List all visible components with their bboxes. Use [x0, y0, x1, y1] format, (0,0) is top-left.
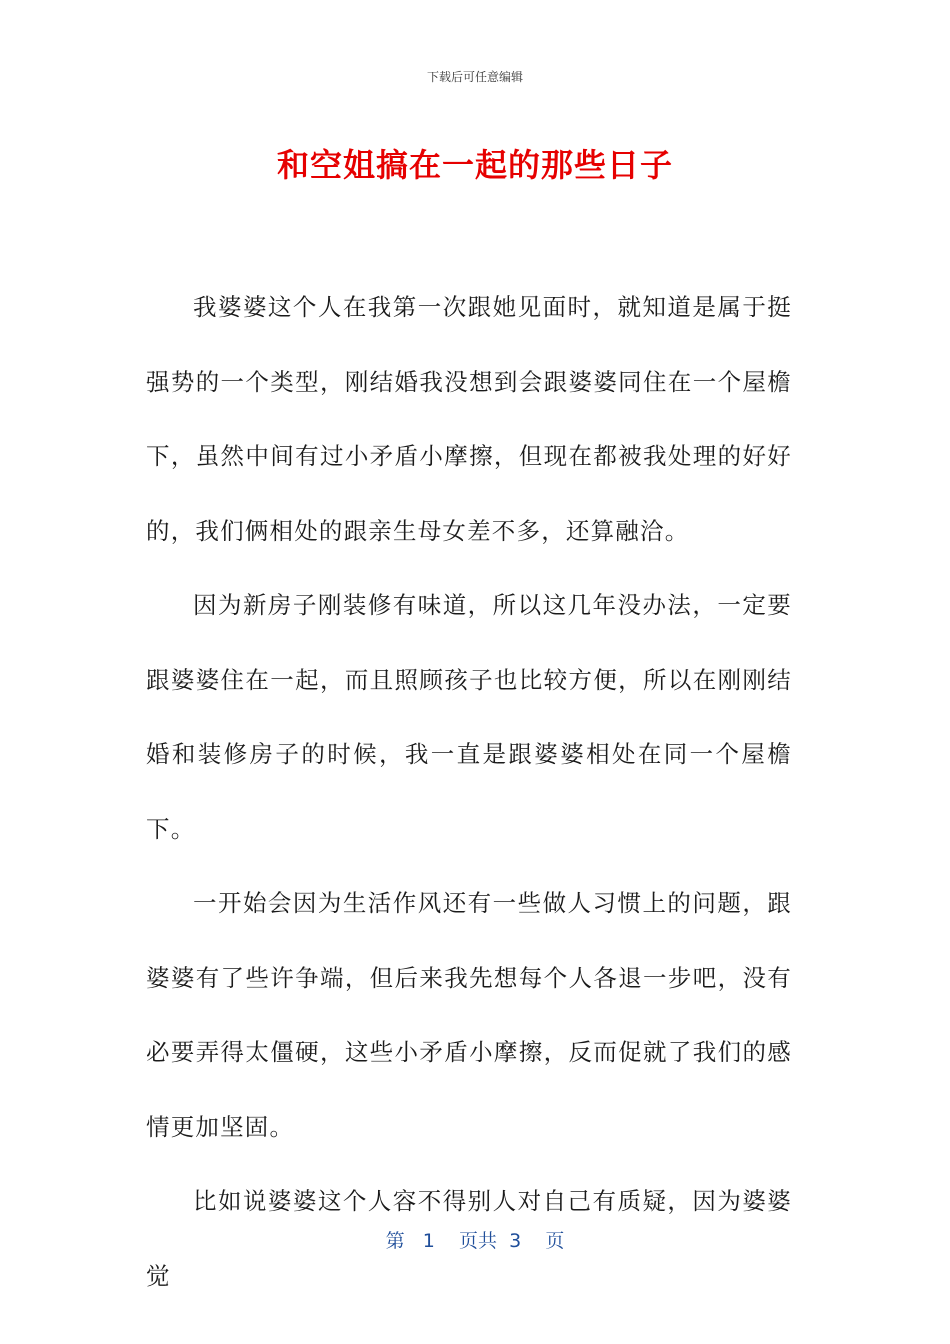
- paragraph: 因为新房子刚装修有味道，所以这几年没办法，一定要跟婆婆住在一起，而且照顾孩子也比较方便，所以在刚刚结婚和装修房子的时候，我一直是跟婆婆相处在同一个屋檐下。: [146, 591, 792, 843]
- document-body: [146, 270, 792, 1313]
- page-header-note: 下载后可任意编辑: [426, 70, 523, 84]
- paragraph: 比如说婆婆这个人容不得别人对自己有质疑，因为婆婆觉: [146, 1187, 792, 1290]
- document-title: 和空姐搞在一起的那些日子: [276, 146, 673, 184]
- paragraph: 我婆婆这个人在我第一次跟她见面时，就知道是属于挺强势的一个类型，刚结婚我没想到会跟婆婆同住在一个屋檐下，虽然中间有过小矛盾小摩擦，但现在都被我处理的好好的，我们俩相处的跟亲生母女差不多，还算融洽。: [146, 293, 792, 545]
- page-footer: [0, 1226, 950, 1253]
- current-page-number: 1: [422, 1230, 435, 1252]
- page-label-prefix: 第: [385, 1230, 405, 1252]
- paragraph: 一开始会因为生活作风还有一些做人习惯上的问题，跟婆婆有了些许争端，但后来我先想每个人各退一步吧，没有必要弄得太僵硬，这些小矛盾小摩擦，反而促就了我们的感情更加坚固。: [146, 889, 792, 1141]
- page-label-middle: 页共: [459, 1230, 498, 1252]
- page-label-suffix: 页: [545, 1230, 565, 1252]
- total-pages-number: 3: [509, 1230, 522, 1252]
